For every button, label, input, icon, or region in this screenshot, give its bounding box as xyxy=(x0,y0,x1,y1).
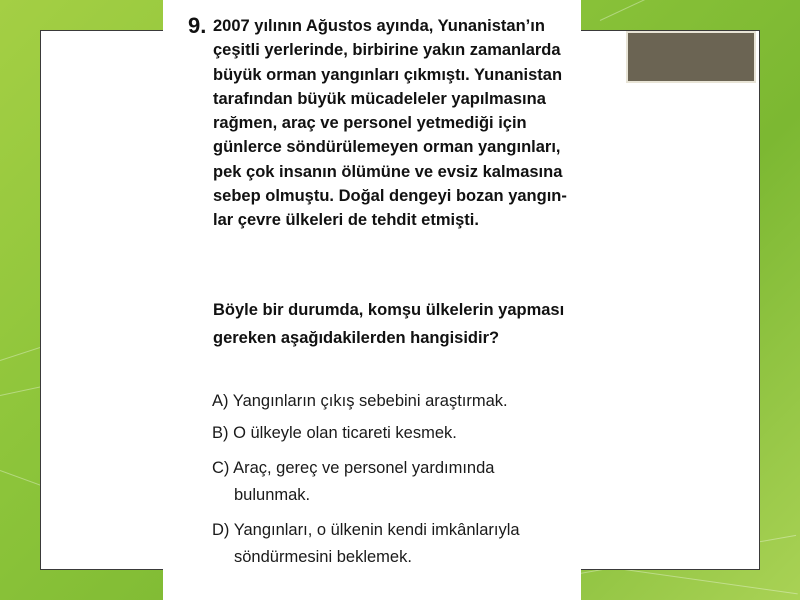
question-stem xyxy=(213,14,573,233)
option-a[interactable] xyxy=(212,388,508,415)
prompt-line: Böyle bir durumda, komşu ülkelerin yapması xyxy=(213,301,565,319)
option-c-text-cont: bulunmak. xyxy=(234,486,311,504)
stem-line: rağmen, araç ve personel yetmediği için xyxy=(213,114,527,133)
option-a-text: A) Yangınların çıkış sebebini araştırmak. xyxy=(212,392,508,410)
option-c[interactable] xyxy=(212,455,494,509)
option-b-text: B) O ülkeyle olan ticareti kesmek. xyxy=(212,424,457,442)
stem-line: sebep olmuştu. Doğal dengeyi bozan yangın- xyxy=(213,187,567,206)
stem-line: günlerce söndürülemeyen orman yangınları, xyxy=(213,138,561,157)
option-b[interactable] xyxy=(212,420,457,447)
stem-line: pek çok insanın ölümüne ve evsiz kalmasına xyxy=(213,162,563,181)
option-d-text: D) Yangınları, o ülkenin kendi imkânlarıyla xyxy=(212,521,520,539)
question-prompt xyxy=(213,296,573,352)
option-d[interactable] xyxy=(212,517,520,571)
stem-line: lar çevre ülkeleri de tehdit etmişti. xyxy=(213,211,479,230)
prompt-line: gereken aşağıdakilerden hangisidir? xyxy=(213,329,500,347)
option-d-text-cont: söndürmesini beklemek. xyxy=(234,548,412,566)
question-number: 9. xyxy=(188,13,207,38)
title-accent-box xyxy=(626,31,756,83)
stem-line: çeşitli yerlerinde, birbirine yakın zamanlarda xyxy=(213,41,561,60)
background-streak xyxy=(600,0,782,21)
stem-line: tarafından büyük mücadeleler yapılmasına xyxy=(213,89,546,108)
stem-line: 2007 yılının Ağustos ayında, Yunanistan’ın xyxy=(213,17,545,35)
option-c-text: C) Araç, gereç ve personel yardımında xyxy=(212,459,495,477)
stem-line: büyük orman yangınları çıkmıştı. Yunanistan xyxy=(213,65,563,84)
question-scan-image xyxy=(163,0,581,600)
